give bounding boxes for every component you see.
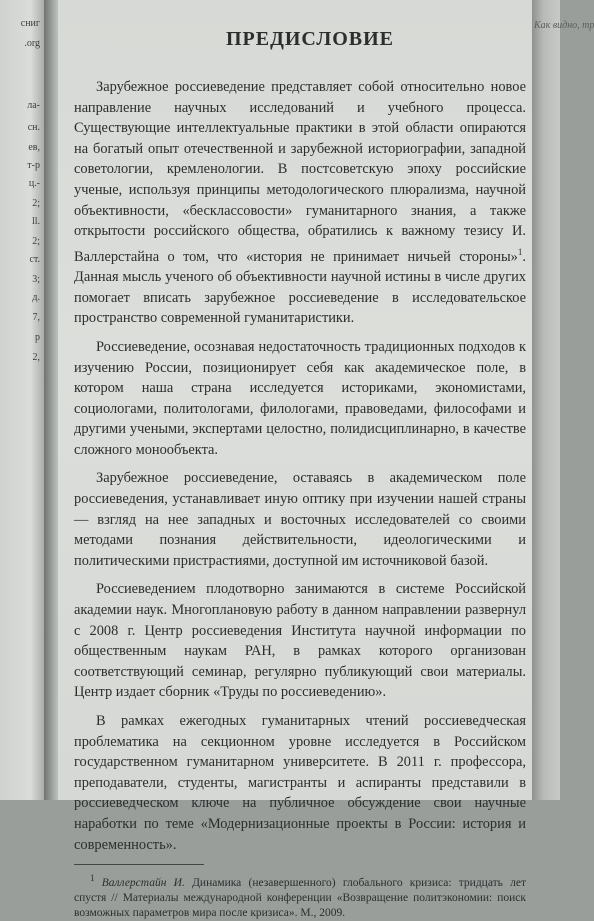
left-page-fragment: 2; — [32, 198, 40, 209]
left-page-fragment: .org — [24, 38, 40, 49]
left-page-fragment: ев, — [28, 142, 40, 153]
page-title: ПРЕДИСЛОВИЕ — [225, 28, 395, 50]
footnote-number: 1 — [90, 873, 95, 884]
left-page-fragment: д. — [32, 292, 40, 303]
paragraph-4: Россиеведением плодотворно занимаются в системе Российской академии наук. Многоплановую работу в данном направлении развернул с 2008 г. Центр россиеведения Института научной информации по общественным наукам РАН, в рамках которого организован соответствующий семинар, регулярно публикующий свои материалы. Центр издает сборник «Труды по россиеведению». — [74, 581, 526, 701]
left-page-fragment: ст. — [29, 254, 40, 265]
footnote — [74, 871, 526, 921]
footnote-text: Динамика (незавершенного) глобального кризиса: тридцать лет спустя // Материалы международной конференции «Возвращение политэкономии: поиск возможных параметров мира после кризиса». М., 2009. — [74, 877, 527, 919]
right-page-edge — [532, 0, 594, 800]
left-page-fragment: 3; — [32, 274, 40, 285]
paragraph-3: Зарубежное россиеведение, оставаясь в академическом поле россиеведения, устанавливает иную оптику при изучении нашей страны — взгляд на нее западных и восточных исследователей со своими методами познания действительности, идеологическими и политическими пристрастиями, доступной им источниковой базой. — [74, 470, 526, 569]
left-page-fragment: ла- — [27, 100, 40, 111]
left-page-fragment: р — [35, 332, 40, 343]
footnote-marker: 1 — [517, 246, 523, 257]
left-page-edge — [0, 0, 44, 800]
footnote-divider — [74, 864, 204, 865]
page-content — [74, 28, 526, 921]
left-page-fragment: 2, — [32, 352, 40, 363]
left-page-fragment: ц.- — [28, 178, 40, 189]
paragraph-1-text: Зарубежное россиеведение представляет собой относительно новое направление научных исследований и учебного процесса. Существующие интеллектуальные практики в этой области опираются на богатый опыт отечественной и зарубежной историографии, западной советологии, кремленологии. В постсоветскую эпоху российские ученые, используя принципы методологического плюрализма, научной объективности, «бесклассовости» гуманитарного знания, а также открытости российского общества, обратились к важному тезису И. Валлерстайна о том, что «история не принимает ничьей стороны» — [74, 79, 526, 265]
left-page-fragment: 2; — [32, 236, 40, 247]
paragraph-5: В рамках ежегодных гуманитарных чтений россиеведческая проблематика на секционном уровне исследуется в Российском государственном гуманитарном университете. В 2011 г. профессора, преподаватели, студенты, магистранты и аспиранты представили в россиеведческом ключе на публичное обсуждение свои научные наработки по теме «Модернизационные проекты в России: история и современность». — [74, 713, 526, 853]
footnote-author: Валлерстайн И. — [101, 877, 185, 889]
right-page-fragment: Как видно, тр — [534, 20, 594, 31]
left-page-fragment: сниг — [20, 18, 40, 29]
left-page-fragment: 7, — [32, 312, 40, 323]
left-page-fragment: сн. — [27, 122, 40, 133]
paragraph-1-continuation: . Данная мысль ученого об объективности научной истины в числе других помогает вписать зарубежное россиеведение в исследовательское пространство современной гуманитаристики. — [74, 248, 526, 327]
paragraph-1 — [74, 77, 526, 329]
paragraph-2: Россиеведение, осознавая недостаточность традиционных подходов к изучению России, позиционирует себя как академическое поле, в котором наша страна исследуется историками, экономистами, социологами, политологами, филологами, правоведами, философами и другими учеными, экспертами целостно, полидисциплинарно, в качестве сложного монообъекта. — [74, 338, 526, 458]
left-page-fragment: ll. — [31, 216, 40, 227]
left-page-fragment: т-р — [27, 160, 40, 171]
